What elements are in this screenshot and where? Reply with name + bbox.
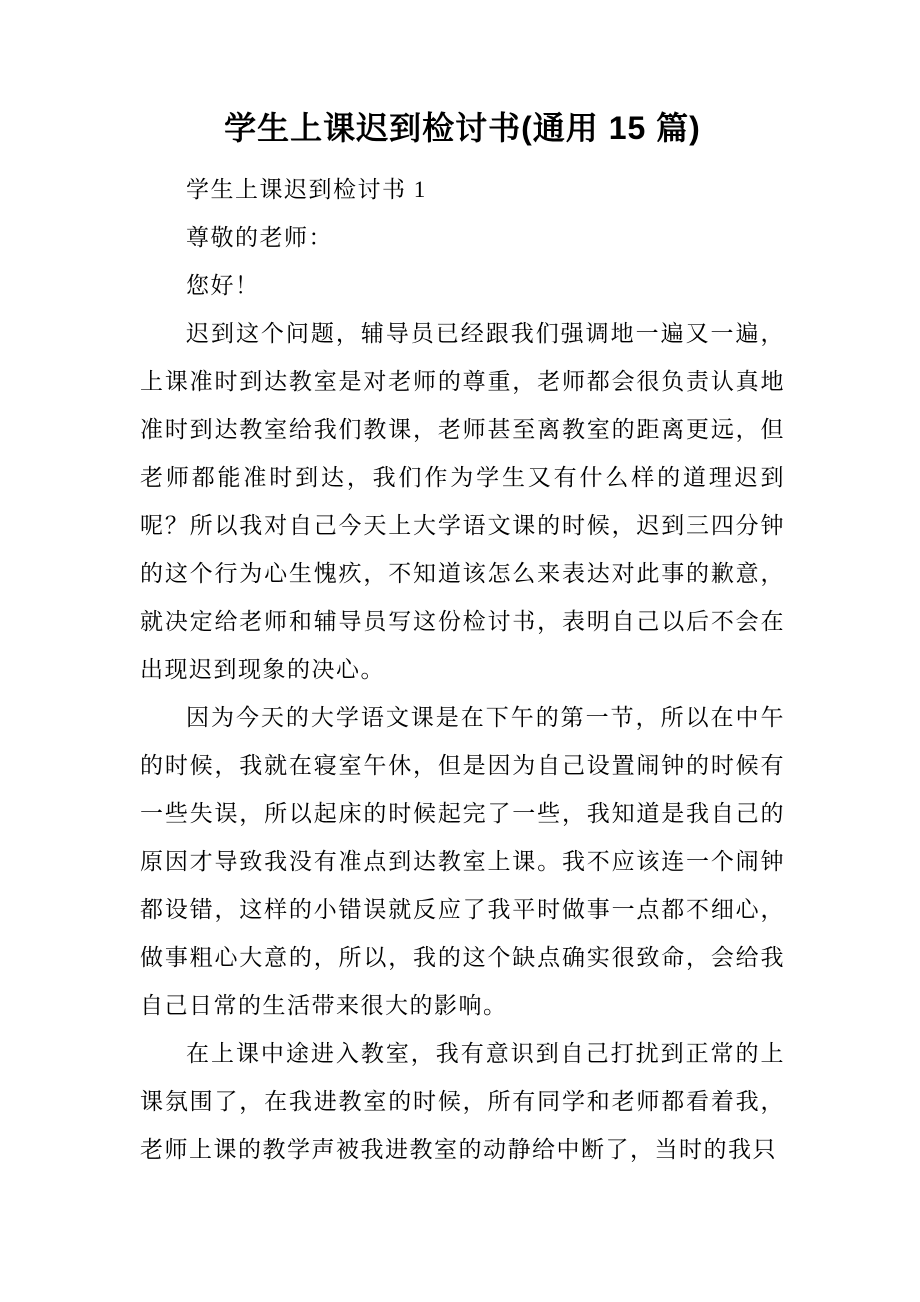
paragraph: 因为今天的大学语文课是在下午的第一节，所以在中午的时候，我就在寝室午休，但是因为自己设置闹钟的时候有一些失误，所以起床的时候起完了一些，我知道是我自己的原因才导致我没有准点到达教室上课。我不应该连一个闹钟都设错，这样的小错误就反应了我平时做事一点都不细心，做事粗心大意的，所以，我的这个缺点确实很致命，会给我自己日常的生活带来很大的影响。: [140, 705, 785, 1018]
paragraph: 在上课中途进入教室，我有意识到自己打扰到正常的上课氛围了，在我进教室的时候，所有同学和老师都看着我，老师上课的教学声被我进教室的动静给中断了，当时的我只: [140, 1041, 785, 1162]
document-body: [140, 166, 785, 1174]
paragraph: 您好！: [186, 273, 260, 298]
paragraph: 尊敬的老师：: [186, 225, 333, 250]
paragraph: 迟到这个问题，辅导员已经跟我们强调地一遍又一遍，上课准时到达教室是对老师的尊重，老师都会很负责认真地准时到达教室给我们教课，老师甚至离教室的距离更远，但老师都能准时到达，我们作为学生又有什么样的道理迟到呢？所以我对自己今天上大学语文课的时候，迟到三四分钟的这个行为心生愧疚，不知道该怎么来表达对此事的歉意，就决定给老师和辅导员写这份检讨书，表明自己以后不会在出现迟到现象的决心。: [140, 321, 785, 682]
document-title: 学生上课迟到检讨书(通用 15 篇): [224, 110, 701, 146]
paragraph: 学生上课迟到检讨书 1: [186, 177, 427, 202]
